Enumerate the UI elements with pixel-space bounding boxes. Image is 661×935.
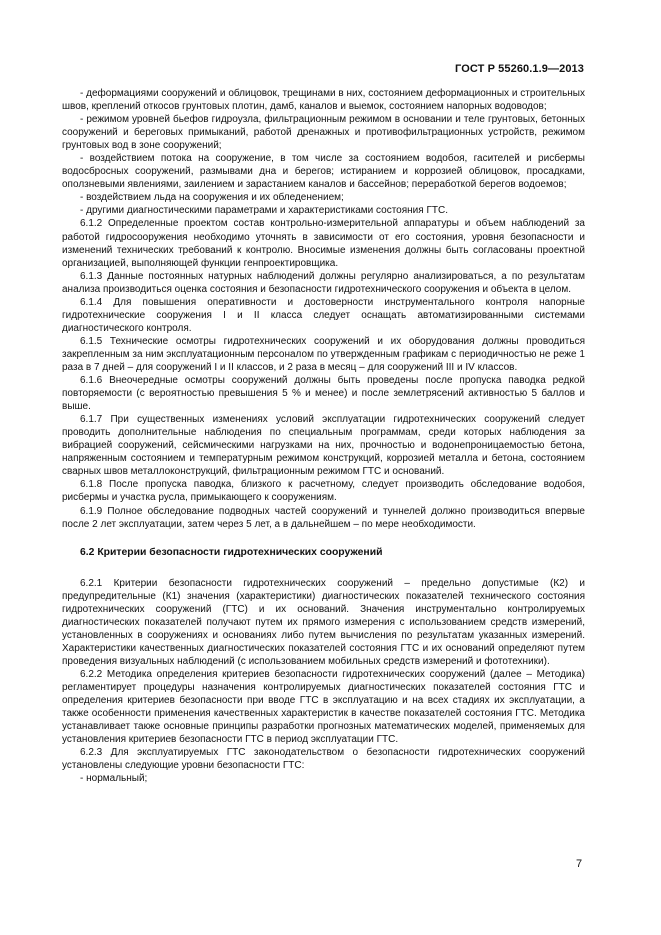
- paragraph: 6.2.3 Для эксплуатируемых ГТС законодательством о безопасности гидротехнических сооружений установлены следующие уровни безопасности ГТС:: [62, 747, 585, 772]
- paragraph: - нормальный;: [80, 773, 148, 785]
- document-body: [62, 87, 585, 785]
- page-number: 7: [576, 858, 583, 870]
- section-heading: 6.2 Критерии безопасности гидротехнических сооружений: [80, 546, 383, 558]
- paragraph: 6.1.9 Полное обследование подводных частей сооружений и туннелей должно производиться впервые после 2 лет эксплуатации, затем через 5 лет, а в дальнейшем – по мере необходимости.: [62, 505, 585, 530]
- standard-header: ГОСТ Р 55260.1.9—2013: [455, 63, 584, 75]
- paragraph: 6.1.7 При существенных изменениях условий эксплуатации гидротехнических сооружений следует проводить дополнительные наблюдения по специальным программам, среди которых наблюдения за вибрацией сооружений, сейсмическими нагрузками на них, прочностью и водонепроницаемостью бетона, напряженным состоянием и температурным режимом конструкций, коррозией металла и бетона, состоянием сварных швов металлоконструкций, фильтрационным режимом ГТС и оснований.: [62, 414, 585, 478]
- paragraph: 6.1.2 Определенные проектом состав контрольно-измерительной аппаратуры и объем наблюдений за работой гидросооружения необходимо уточнять в зависимости от его состояния, уровня безопасности и изменений технических требований к контролю. Вносимые изменения должны быть согласованы проектной организацией, выполняющей функции генпроектировщика.: [62, 218, 585, 269]
- paragraph: - режимом уровней бьефов гидроузла, фильтрационным режимом в основании и теле грунтовых, бетонных сооружений и береговых примыканий, работой дренажных и противофильтрационных устройств, режимом грунтовых вод в зоне сооружений;: [62, 114, 585, 152]
- paragraph: - воздействием льда на сооружения и их обледенением;: [80, 192, 344, 204]
- paragraph: - деформациями сооружений и облицовок, трещинами в них, состоянием деформационных и строительных швов, креплений откосов грунтовых плотин, дамб, каналов и выемок, состоянием напорных водоводов;: [62, 88, 585, 113]
- paragraph: - воздействием потока на сооружение, в том числе за состоянием водобоя, гасителей и рисбермы водосбросных сооружений, размывами дна и берегов; истиранием и коррозией облицовок, просадками, оползневыми явлениями, заилением и зарастанием каналов и бассейнов; переработкой берегов водоемов;: [62, 153, 585, 191]
- paragraph: 6.1.5 Технические осмотры гидротехнических сооружений и их оборудования должны проводиться закрепленным за ним эксплуатационным персоналом по утвержденным графикам с периодичностью не реже 1 раза в 7 дней – для сооружений I и II классов, и 2 раза в месяц – для сооружений III и IV классов.: [62, 335, 585, 373]
- paragraph: - другими диагностическими параметрами и характеристиками состояния ГТС.: [80, 205, 448, 217]
- paragraph: 6.1.4 Для повышения оперативности и достоверности инструментального контроля напорные гидротехнические сооружения I и II класса следует оснащать автоматизированными системами диагностического контроля.: [62, 296, 585, 334]
- paragraph: 6.2.1 Критерии безопасности гидротехнических сооружений – предельно допустимые (К2) и предупредительные (К1) значения (характеристики) диагностических показателей технического состояния гидротехнических сооружений (ГТС) и их оснований. Значения инструментально контролируемых диагностических показателей получают путем их прямого измерения с использованием средств измерений, установленных в сооружениях и основаниях либо путем вычисления по результатам указанных измерений. Характеристики качественных диагностических показателей состояния ГТС и их оснований определяют путем проведения визуальных наблюдений (с использованием мобильных средств измерений и фототехники).: [62, 577, 585, 667]
- paragraph: 6.2.2 Методика определения критериев безопасности гидротехнических сооружений (далее – Методика) регламентирует процедуры назначения контролируемых диагностических показателей состояния ГТС и определения критериев безопасности при вводе ГТС в эксплуатацию и на всех стадиях их эксплуатации, а также особенности применения качественных характеристик в качестве показателей состояния ГТС. Методика устанавливает также основные принципы разработки прогнозных математических моделей, применяемых для установления критериев безопасности ГТС в период эксплуатации ГТС.: [62, 668, 585, 746]
- paragraph: 6.1.3 Данные постоянных натурных наблюдений должны регулярно анализироваться, а по результатам анализа производиться оценка состояния и безопасности гидротехнического сооружения и объекта в целом.: [62, 270, 585, 295]
- paragraph: 6.1.6 Внеочередные осмотры сооружений должны быть проведены после пропуска паводка редкой повторяемости (с вероятностью превышения 5 % и менее) и после землетрясений активностью 5 баллов и выше.: [62, 375, 585, 413]
- paragraph: 6.1.8 После пропуска паводка, близкого к расчетному, следует производить обследование водобоя, рисбермы и участка русла, примыкающего к сооружениям.: [62, 479, 585, 504]
